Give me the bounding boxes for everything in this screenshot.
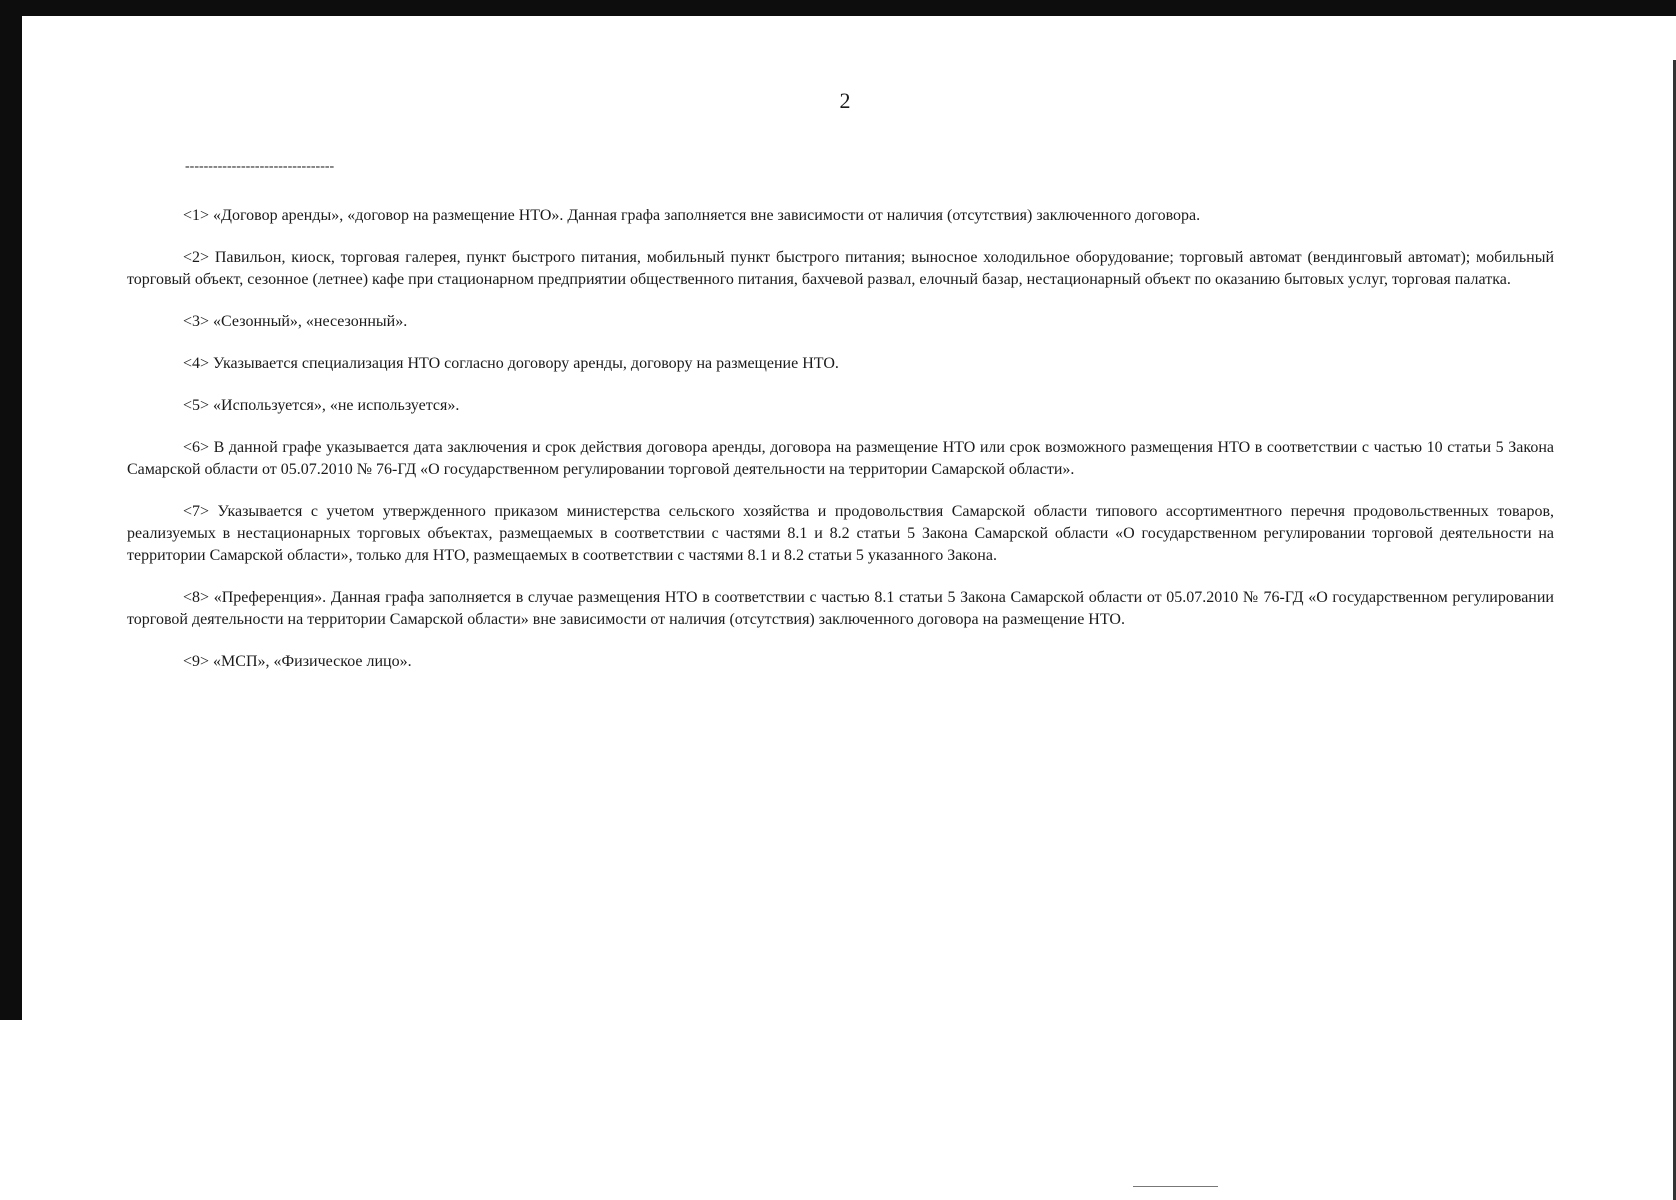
bottom-rule (1133, 1186, 1218, 1187)
page-number: 2 (839, 88, 851, 113)
scan-top-border (0, 0, 1676, 16)
footnotes-list (127, 205, 1554, 693)
footnote-7: <7> Указывается с учетом утвержденного приказом министерства сельского хозяйства и продовольствия Самарской области типового ассортиментного перечня продовольственных товаров, реализуемых в нестационарных торговых объектах, размещаемых в соответствии с частями 8.1 и 8.2 статьи 5 Закона Самарской области «О государственном регулировании торговой деятельности на территории Самарской области», только для НТО, размещаемых в соответствии с частями 8.1 и 8.2 статьи 5 указанного Закона. (127, 503, 1554, 564)
scan-left-border (0, 0, 22, 1020)
footnote-6: <6> В данной графе указывается дата заключения и срок действия договора аренды, договора на размещение НТО или срок возможного размещения НТО в соответствии с частью 10 статьи 5 Закона Самарской области от 05.07.2010 № 76-ГД «О государственном регулировании торговой деятельности на территории Самарской области». (127, 439, 1554, 478)
scan-top-border-notch (22, 16, 62, 22)
footnote-4: <4> Указывается специализация НТО согласно договору аренды, договору на размещение НТО. (183, 355, 839, 372)
footnote-2: <2> Павильон, киоск, торговая галерея, пункт быстрого питания, мобильный пункт быстрого питания; выносное холодильное оборудование; торговый автомат (вендинговый автомат); мобильный торговый объект, сезонное (летнее) кафе при стационарном предприятии общественного питания, бахчевой развал, елочный базар, нестационарный объект по оказанию бытовых услуг, торговая палатка. (127, 249, 1554, 288)
footnote-8: <8> «Преференция». Данная графа заполняется в случае размещения НТО в соответствии с частью 8.1 статьи 5 Закона Самарской области от 05.07.2010 № 76-ГД «О государственном регулировании торговой деятельности на территории Самарской области» вне зависимости от наличия (отсутствия) заключенного договора на размещение НТО. (127, 589, 1554, 628)
footnote-1: <1> «Договор аренды», «договор на размещение НТО». Данная графа заполняется вне зависимости от наличия (отсутствия) заключенного договора. (183, 207, 1201, 224)
footnote-9: <9> «МСП», «Физическое лицо». (183, 653, 412, 670)
footnote-3: <3> «Сезонный», «несезонный». (183, 313, 408, 330)
footnote-separator: -------------------------------- (185, 159, 335, 174)
footnote-5: <5> «Используется», «не используется». (183, 397, 460, 414)
